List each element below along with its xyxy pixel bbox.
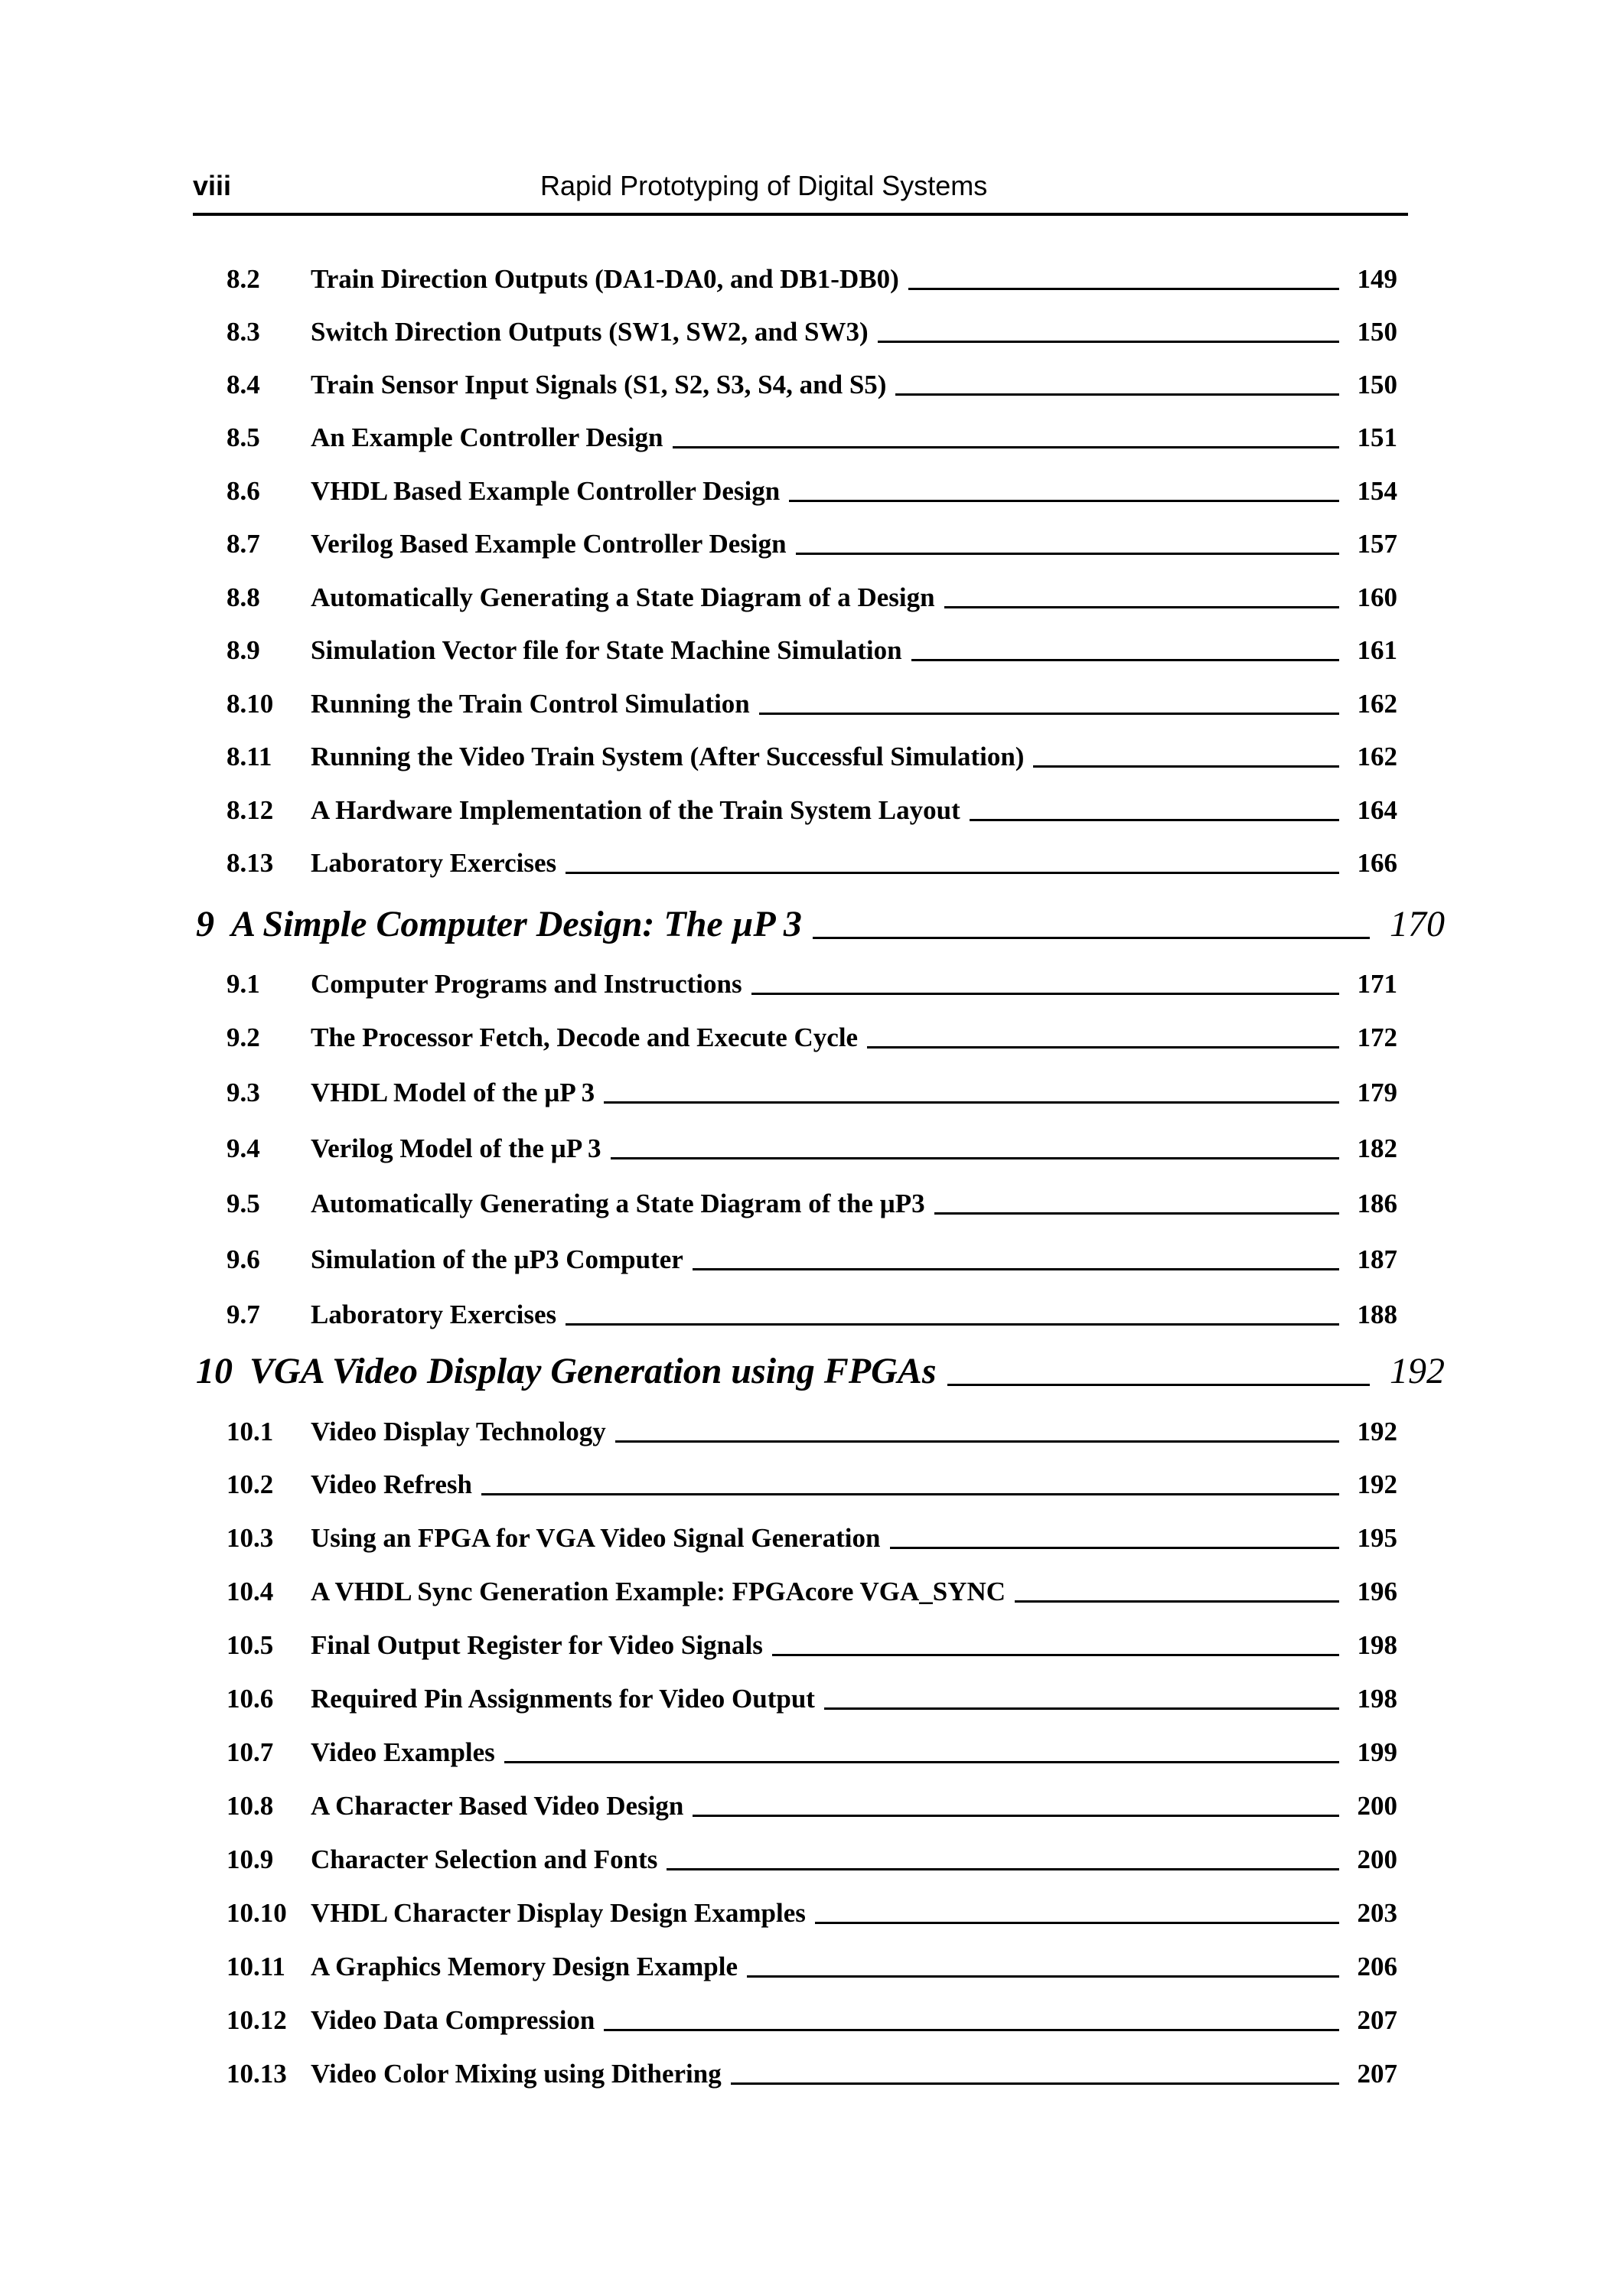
- leader-line: [759, 713, 1339, 715]
- section-number: 8.5: [227, 422, 260, 452]
- section-number: 10.9: [227, 1844, 274, 1874]
- section-page: 162: [1357, 689, 1397, 719]
- section-title: VHDL Based Example Controller Design: [311, 476, 1339, 507]
- section-title: Required Pin Assignments for Video Output: [311, 1684, 1339, 1714]
- section-title: A Hardware Implementation of the Train System Layout: [311, 795, 1339, 826]
- leader-line: [747, 1975, 1339, 1978]
- section-title: Verilog Model of the µP 3: [311, 1133, 1339, 1164]
- section-title: A VHDL Sync Generation Example: FPGAcore VGA_SYNC: [311, 1577, 1339, 1607]
- leader-line: [667, 1868, 1339, 1870]
- section-title: An Example Controller Design: [311, 422, 1339, 453]
- leader-line: [890, 1547, 1340, 1549]
- section-number: 9.5: [227, 1189, 260, 1218]
- section-number: 10.10: [227, 1898, 287, 1928]
- chapter-page: 192: [1390, 1351, 1445, 1391]
- leader-line: [796, 553, 1339, 555]
- section-page: 160: [1357, 582, 1397, 612]
- header-page-number: viii: [193, 170, 232, 201]
- section-page: 206: [1357, 1952, 1397, 1981]
- section-page: 150: [1357, 317, 1397, 347]
- section-title: Computer Programs and Instructions: [311, 969, 1339, 1000]
- section-number: 9.4: [227, 1133, 260, 1163]
- section-number: 8.6: [227, 476, 260, 506]
- leader-line: [789, 500, 1339, 502]
- section-page: 162: [1357, 742, 1397, 771]
- section-page: 186: [1357, 1189, 1397, 1218]
- section-page: 179: [1357, 1078, 1397, 1107]
- section-title: Simulation Vector file for State Machine Simulation: [311, 635, 1339, 666]
- section-title: Laboratory Exercises: [311, 848, 1339, 879]
- leader-line: [504, 1761, 1339, 1763]
- section-title: Verilog Based Example Controller Design: [311, 529, 1339, 559]
- section-page: 192: [1357, 1417, 1397, 1446]
- leader-line: [908, 288, 1339, 290]
- section-title: Automatically Generating a State Diagram of the µP3: [311, 1189, 1339, 1219]
- section-title: Video Display Technology: [311, 1417, 1339, 1447]
- section-number: 10.13: [227, 2059, 287, 2089]
- chapter-title: 10 VGA Video Display Generation using FPGAs: [196, 1350, 1370, 1392]
- leader-line: [693, 1268, 1339, 1270]
- leader-line: [867, 1046, 1339, 1049]
- leader-line: [1033, 765, 1339, 768]
- section-page: 172: [1357, 1022, 1397, 1052]
- chapter-number: 9: [196, 904, 214, 944]
- leader-line: [824, 1707, 1339, 1710]
- section-title: Train Sensor Input Signals (S1, S2, S3, S4, and S5): [311, 370, 1339, 400]
- leader-line: [813, 937, 1370, 939]
- section-number: 10.2: [227, 1469, 274, 1499]
- chapter-title: 9 A Simple Computer Design: The µP 3: [196, 903, 1370, 945]
- leader-line: [751, 993, 1339, 995]
- header-book-title: Rapid Prototyping of Digital Systems: [540, 170, 988, 201]
- section-number: 8.10: [227, 689, 274, 719]
- section-title: Running the Train Control Simulation: [311, 689, 1339, 719]
- section-number: 10.6: [227, 1684, 274, 1714]
- leader-line: [934, 1212, 1339, 1215]
- leader-line: [772, 1654, 1339, 1656]
- section-number: 8.7: [227, 529, 260, 559]
- section-title: Laboratory Exercises: [311, 1300, 1339, 1330]
- section-number: 8.8: [227, 582, 260, 612]
- leader-line: [947, 1384, 1371, 1386]
- section-title: A Character Based Video Design: [311, 1791, 1339, 1821]
- leader-line: [731, 2082, 1339, 2085]
- section-number: 8.12: [227, 795, 274, 825]
- section-page: 151: [1357, 422, 1397, 452]
- leader-line: [911, 659, 1339, 661]
- section-page: 171: [1357, 969, 1397, 999]
- leader-line: [944, 606, 1339, 608]
- leader-line: [673, 446, 1339, 448]
- section-number: 10.3: [227, 1523, 274, 1553]
- section-title: Switch Direction Outputs (SW1, SW2, and SW3): [311, 317, 1339, 347]
- section-title: Video Examples: [311, 1737, 1339, 1768]
- section-page: 207: [1357, 2005, 1397, 2035]
- section-page: 188: [1357, 1300, 1397, 1329]
- section-page: 207: [1357, 2059, 1397, 2089]
- section-title: Simulation of the µP3 Computer: [311, 1244, 1339, 1275]
- section-page: 164: [1357, 795, 1397, 825]
- section-number: 8.9: [227, 635, 260, 665]
- section-title: VHDL Character Display Design Examples: [311, 1898, 1339, 1929]
- section-number: 9.2: [227, 1022, 260, 1052]
- section-page: 154: [1357, 476, 1397, 506]
- section-number: 8.4: [227, 370, 260, 400]
- leader-line: [970, 819, 1339, 821]
- leader-line: [1015, 1600, 1339, 1603]
- section-page: 200: [1357, 1844, 1397, 1874]
- section-page: 198: [1357, 1630, 1397, 1660]
- section-number: 8.3: [227, 317, 260, 347]
- section-page: 157: [1357, 529, 1397, 559]
- leader-line: [878, 341, 1339, 343]
- section-title: Video Refresh: [311, 1469, 1339, 1500]
- section-number: 10.4: [227, 1577, 274, 1606]
- leader-line: [693, 1815, 1339, 1817]
- section-page: 203: [1357, 1898, 1397, 1928]
- leader-line: [895, 393, 1339, 396]
- section-title: Running the Video Train System (After Successful Simulation): [311, 742, 1339, 772]
- section-number: 10.1: [227, 1417, 274, 1446]
- section-page: 150: [1357, 370, 1397, 400]
- leader-line: [566, 872, 1339, 874]
- leader-line: [566, 1323, 1339, 1326]
- section-title: Automatically Generating a State Diagram of a Design: [311, 582, 1339, 613]
- leader-line: [604, 1101, 1339, 1104]
- chapter-page: 170: [1390, 904, 1445, 944]
- section-number: 10.12: [227, 2005, 287, 2035]
- section-title: A Graphics Memory Design Example: [311, 1952, 1339, 1982]
- section-title: The Processor Fetch, Decode and Execute Cycle: [311, 1022, 1339, 1053]
- section-page: 182: [1357, 1133, 1397, 1163]
- section-page: 161: [1357, 635, 1397, 665]
- chapter-number: 10: [196, 1351, 233, 1391]
- section-number: 8.2: [227, 264, 260, 294]
- leader-line: [611, 1157, 1339, 1159]
- leader-line: [815, 1922, 1339, 1924]
- section-page: 199: [1357, 1737, 1397, 1767]
- section-title: Character Selection and Fonts: [311, 1844, 1339, 1875]
- section-page: 195: [1357, 1523, 1397, 1553]
- section-number: 10.8: [227, 1791, 274, 1821]
- running-header: [193, 162, 1408, 216]
- section-number: 10.5: [227, 1630, 274, 1660]
- section-title: Train Direction Outputs (DA1-DA0, and DB1-DB0): [311, 264, 1339, 295]
- section-number: 8.11: [227, 742, 272, 771]
- section-page: 192: [1357, 1469, 1397, 1499]
- section-number: 9.6: [227, 1244, 260, 1274]
- section-number: 9.1: [227, 969, 260, 999]
- section-title: Video Color Mixing using Dithering: [311, 2059, 1339, 2089]
- section-number: 10.11: [227, 1952, 285, 1981]
- section-page: 149: [1357, 264, 1397, 294]
- section-title: VHDL Model of the µP 3: [311, 1078, 1339, 1108]
- section-number: 9.3: [227, 1078, 260, 1107]
- leader-line: [615, 1440, 1339, 1443]
- section-page: 187: [1357, 1244, 1397, 1274]
- leader-line: [604, 2029, 1339, 2031]
- section-title: Video Data Compression: [311, 2005, 1339, 2036]
- section-number: 8.13: [227, 848, 274, 878]
- section-number: 10.7: [227, 1737, 274, 1767]
- section-page: 166: [1357, 848, 1397, 878]
- section-title: Final Output Register for Video Signals: [311, 1630, 1339, 1661]
- section-page: 198: [1357, 1684, 1397, 1714]
- section-number: 9.7: [227, 1300, 260, 1329]
- section-title: Using an FPGA for VGA Video Signal Generation: [311, 1523, 1339, 1554]
- leader-line: [481, 1493, 1339, 1495]
- section-page: 196: [1357, 1577, 1397, 1606]
- section-page: 200: [1357, 1791, 1397, 1821]
